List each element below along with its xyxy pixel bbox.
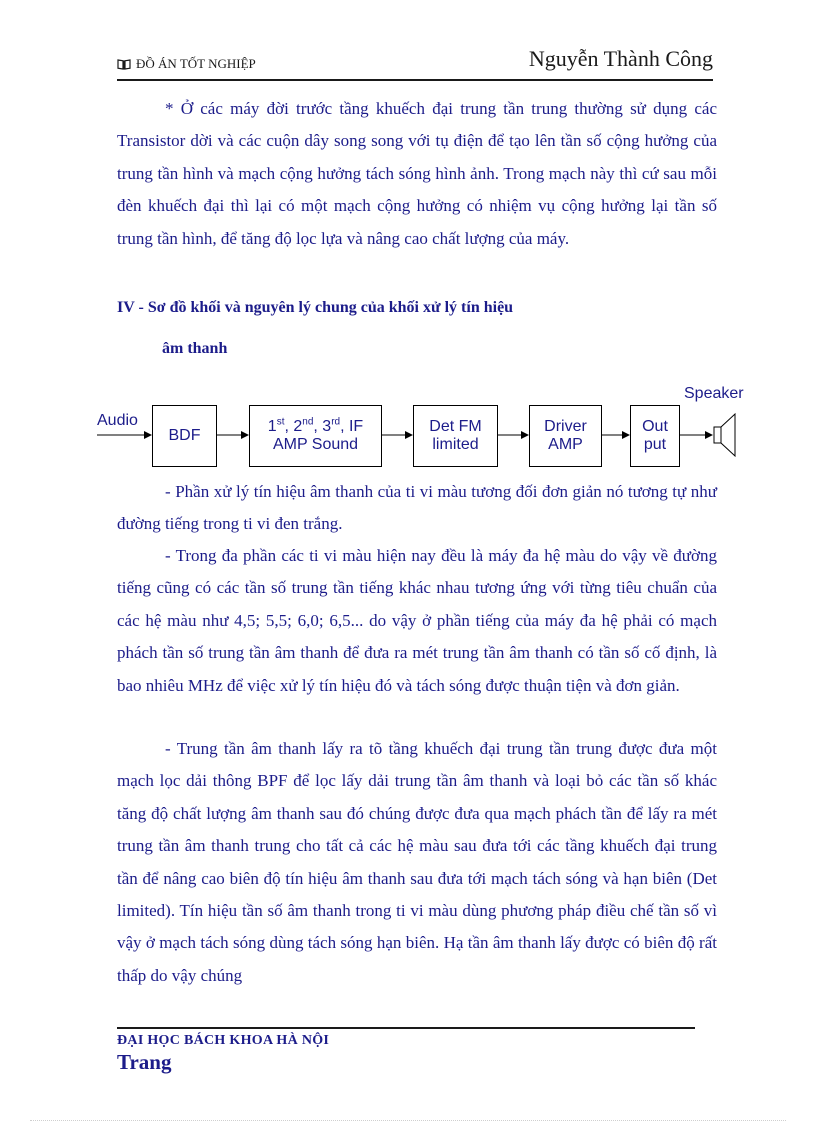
header-author: Nguyễn Thành Công [528, 46, 713, 71]
header-left [117, 56, 256, 72]
footer-rule [117, 1027, 695, 1029]
block-if-amp-line2: AMP Sound [272, 436, 359, 453]
book-icon [117, 59, 131, 70]
block-driver-amp [529, 405, 602, 467]
block-det-fm [413, 405, 498, 467]
header-title: ĐỒ ÁN TỐT NGHIỆP [136, 56, 256, 71]
speaker-icon [714, 414, 735, 456]
speaker-label: Speaker [684, 385, 744, 402]
block-det-line1: Det FM [429, 418, 482, 435]
paragraph-3 [117, 540, 717, 702]
block-if-amp-sound [249, 405, 382, 467]
block-if-amp-line1: 1st, 2nd, 3rd, IF [267, 416, 364, 435]
block-bdf [152, 405, 217, 467]
section-heading-line2: âm thanh [162, 340, 228, 357]
block-driver-line1: Driver [544, 418, 587, 435]
footer-page-label: Trang [117, 1050, 172, 1074]
block-bdf-label: BDF [168, 427, 201, 444]
audio-label: Audio [97, 412, 138, 429]
page-header [117, 46, 713, 80]
block-output [630, 405, 680, 467]
paragraph-3-text: - Trong đa phần các ti vi màu hiện nay đều là máy đa hệ màu do vậy về đường tiếng cũng có các tần số trung tần tiếng khác nhau tương ứng với từng tiêu chuẩn của các hệ màu như 4,5; 5,5; 6,0; 6,5... do vậy ở phần tiếng của máy đa hệ phải có mạch phách tần số trung tần âm thanh để đưa ra mét trung tần âm thanh có tần số cố định, là bao nhiêu MHz để việc xử lý tín hiệu đó và tách sóng được thuận tiện và đơn giản. [117, 546, 717, 695]
block-driver-line2: AMP [548, 436, 583, 453]
paragraph-4 [117, 733, 717, 992]
block-diagram [95, 380, 755, 480]
block-det-line2: limited [432, 436, 479, 453]
block-out-line2: put [643, 436, 667, 453]
footer-school: ĐẠI HỌC BÁCH KHOA HÀ NỘI [117, 1033, 330, 1048]
paragraph-4-text: - Trung tần âm thanh lấy ra tõ tầng khuếch đại trung tần trung được đưa một mạch lọc dải thông BPF để lọc lấy dải trung tần âm thanh và loại bỏ các tần số khác tăng độ chất lượng âm thanh sau đó chúng được đưa qua mạch phách tần để lấy ra mét trung tần âm thanh trung cho tất cả các hệ màu sau đưa tới các tầng khuếch đại trung tần để nâng cao biên độ tín hiệu âm thanh sau đưa tới mạch tách sóng và hạn biên (Det limited). Tín hiệu tần số âm thanh trong ti vi màu dùng phương pháp điều chế tần số vì vậy ở mạch tách sóng dùng tách sóng hạn biên. Hạ tần âm thanh lấy được có biên độ rất thấp do vậy chúng [117, 739, 717, 985]
header-rule [117, 79, 713, 81]
paragraph-2-text: - Phần xử lý tín hiệu âm thanh của ti vi màu tương đối đơn giản nó tương tự như đường tiếng trong ti vi đen trắng. [117, 482, 717, 534]
page-bottom-border [30, 1120, 786, 1121]
paragraph-2 [117, 476, 717, 541]
section-heading: IV - Sơ đồ khối và nguyên lý chung của khối xử lý tín hiệu [117, 299, 514, 316]
paragraph-1 [117, 93, 717, 255]
paragraph-1-text: * Ở các máy đời trước tầng khuếch đại trung tần trung thường sử dụng các Transistor dời và các cuộn dây song song với tụ điện để tạo lên tần số cộng hưởng của trung tần hình và mạch cộng hưởng tách sóng hình ảnh. Trong mạch này thì cứ sau mỗi đèn khuếch đại thì lại có một mạch cộng hưởng có nhiệm vụ cộng hưởng lại tần số trung tần hình, để tăng độ lọc lựa và nâng cao chất lượng của máy. [117, 99, 717, 248]
block-out-line1: Out [642, 418, 668, 435]
